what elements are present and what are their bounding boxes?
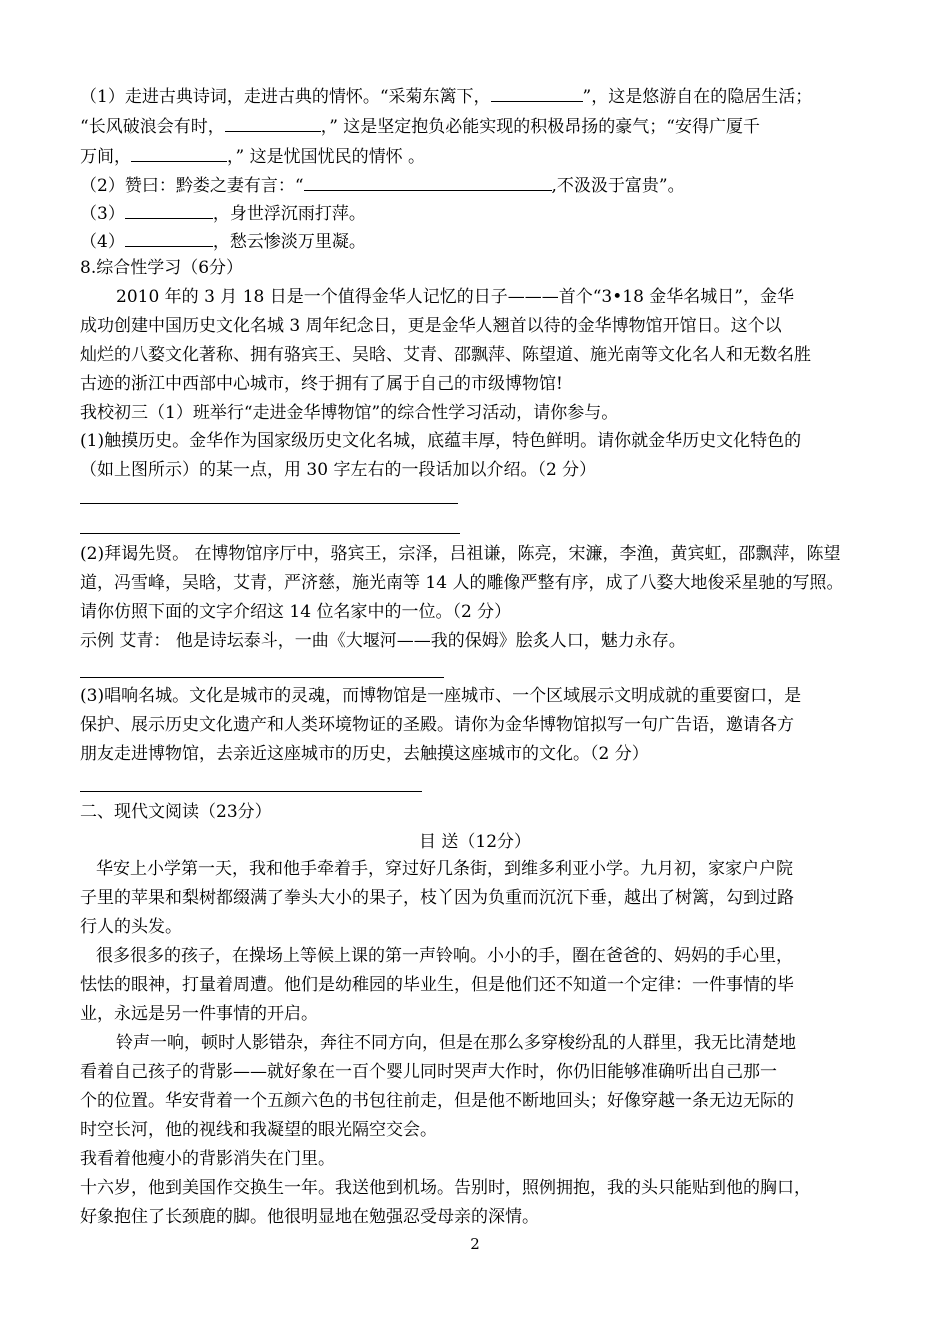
q8-s3-line: 保护、展示历史文化遗产和人类环境物证的圣殿。请你为金华博物馆拟写一句广告语，邀请各方 [80,715,794,735]
q7-line-1 [80,83,812,109]
q8-s1-line: （如上图所示）的某一点，用 30 字左右的一段话加以介绍。（2 分） [80,460,597,480]
answer-blank[interactable] [125,200,213,219]
q7-text: ，” 这是坚定抱负必能实现的积极昂扬的豪气；“安得广厦千 [320,117,760,137]
q7-text: ，愁云惨淡万里凝。 [212,232,366,252]
q7-line-4 [80,172,685,198]
answer-blank[interactable] [304,172,552,191]
answer-line[interactable] [80,791,422,792]
q8-s1-line: (1)触摸历史。金华作为国家级历史文化名城，底蕴丰厚，特色鲜明。请你就金华历史文化特色的 [80,431,802,451]
article-line: 看着自己孩子的背影——就好象在一百个婴儿同时哭声大作时，你仍旧能够准确听出自己那一 [80,1062,777,1082]
q7-text: （4） [80,232,125,252]
q7-text: （2）赞曰：黔娄之妻有言：“ [80,176,304,196]
q8-paragraph-line: 灿烂的八婺文化著称、拥有骆宾王、吴晗、艾青、邵飘萍、陈望道、施光南等文化名人和无数名胜 [80,345,811,365]
q8-s2-line: 道，冯雪峰，吴晗，艾青，严济慈，施光南等 14 人的雕像严整有序，成了八婺大地俊采星驰的写照。 [80,573,844,593]
answer-line[interactable] [80,677,444,678]
article-line: 我看着他瘦小的背影消失在门里。 [80,1149,335,1169]
q7-text: ”，这是悠游自在的隐居生活； [582,87,813,107]
q7-text: （1）走进古典诗词，走进古典的情怀。“采菊东篱下， [80,87,491,107]
q8-s3-line: (3)唱响名城。文化是城市的灵魂，而博物馆是一座城市、一个区域展示文明成就的重要窗口，是 [80,686,802,706]
answer-blank[interactable] [491,83,583,102]
answer-line[interactable] [80,533,460,534]
q7-text: 万间， [80,147,131,167]
article-line: 十六岁，他到美国作交换生一年。我送他到机场。告别时，照例拥抱，我的头只能贴到他的胸口， [80,1178,811,1198]
answer-blank[interactable] [225,113,321,132]
q7-text: ，” 这是忧国忧民的情怀 。 [227,147,425,167]
article-line: 铃声一响，顿时人影错杂，奔往不同方向，但是在那么多穿梭纷乱的人群里，我无比清楚地 [116,1033,796,1053]
answer-blank[interactable] [125,228,213,247]
article-line: 很多很多的孩子，在操场上等候上课的第一声铃响。小小的手，圈在爸爸的、妈妈的手心里， [96,946,793,966]
article-line: 业，永远是另一件事情的开启。 [80,1004,318,1024]
q7-text: ，身世浮沉雨打萍。 [212,204,366,224]
q8-paragraph-line: 成功创建中国历史文化名城 3 周年纪念日，更是金华人翘首以待的金华博物馆开馆日。这个以 [80,316,782,336]
article-title: 目 送（12分） [418,832,532,852]
answer-blank[interactable] [131,143,227,162]
q8-s3-line: 朋友走进博物馆，去亲近这座城市的历史，去触摸这座城市的文化。（2 分） [80,744,649,764]
article-line: 华安上小学第一天，我和他手牵着手，穿过好几条街，到维多利亚小学。九月初，家家户户院 [96,859,793,879]
q8-title: 8.综合性学习（6分） [80,258,244,278]
q7-text: ,不汲汲于富贵”。 [551,176,685,196]
q8-paragraph-line: 古迹的浙江中西部中心城市，终于拥有了属于自己的市级博物馆! [80,374,563,394]
q8-intro: 我校初三（1）班举行“走进金华博物馆”的综合性学习活动，请你参与。 [80,403,619,423]
q7-line-5 [80,200,366,226]
article-line: 怯怯的眼神，打量着周遭。他们是幼稚园的毕业生，但是他们还不知道一个定律：一件事情的毕 [80,975,794,995]
q7-text: “长风破浪会有时， [80,117,225,137]
article-line: 个的位置。华安背着一个五颜六色的书包往前走，但是他不断地回头；好像穿越一条无边无际的 [80,1091,794,1111]
q8-paragraph-line: 2010 年的 3 月 18 日是一个值得金华人记忆的日子———首个“3•18 金华名城日”，金华 [116,287,794,307]
article-line: 好象抱住了长颈鹿的脚。他很明显地在勉强忍受母亲的深情。 [80,1207,539,1227]
article-line: 子里的苹果和梨树都缀满了拳头大小的果子，枝丫因为负重而沉沉下垂，越出了树篱，勾到过路 [80,888,794,908]
q7-line-6 [80,228,366,254]
q7-line-2 [80,113,760,139]
page-number: 2 [470,1235,480,1253]
article-line: 时空长河，他的视线和我凝望的眼光隔空交会。 [80,1120,437,1140]
q8-example: 示例 艾青： 他是诗坛泰斗，一曲《大堰河——我的保姆》脍炙人口，魅力永存。 [80,631,686,651]
q8-s2-line: (2)拜谒先贤。 在博物馆序厅中，骆宾王，宗泽，吕祖谦，陈亮，宋濂，李渔，黄宾虹，邵飘萍，陈望 [80,544,841,564]
section-heading: 二、现代文阅读（23分） [80,802,272,822]
q7-line-3 [80,143,425,169]
q8-s2-line: 请你仿照下面的文字介绍这 14 位名家中的一位。（2 分） [80,602,512,622]
q7-text: （3） [80,204,125,224]
article-line: 行人的头发。 [80,917,182,937]
answer-line[interactable] [80,503,458,504]
